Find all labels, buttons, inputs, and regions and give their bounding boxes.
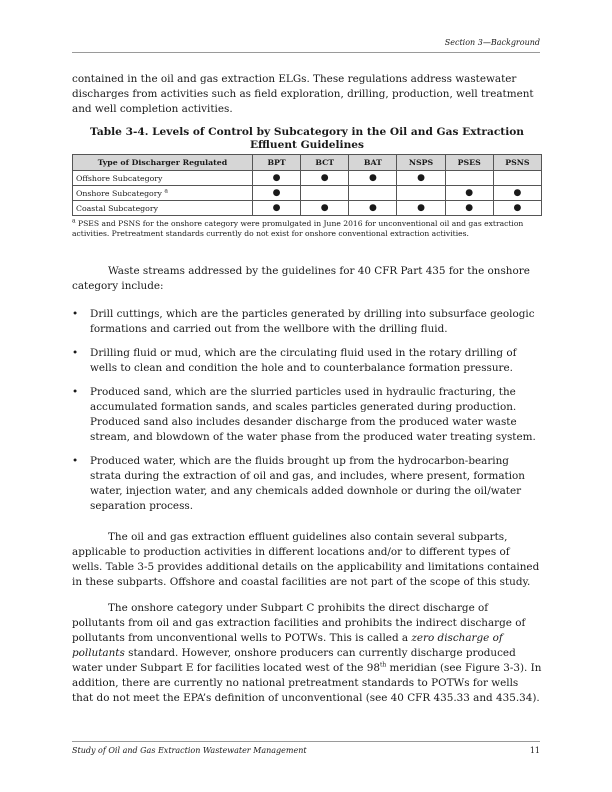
table-cell: ●	[301, 171, 349, 186]
table-cell: ●	[349, 201, 397, 216]
table-row	[73, 201, 542, 216]
waste-stream-list	[72, 307, 542, 523]
list-item: • Produced sand, which are the slurried particles used in hydraulic fracturing, the accumulated formation sands, and scales particles generated during production. Produced sand also includes desander discharge from the produced water waste stream, and blowdown of the water phase from the produced water treating system.	[72, 386, 536, 443]
table-cell	[349, 186, 397, 201]
column-header: BCT	[301, 155, 349, 171]
list-item: • Drilling fluid or mud, which are the circulating fluid used in the rotary drilling of wells to clean and condition the hole and to counterbalance formation pressure.	[72, 347, 517, 374]
list-item: • Drill cuttings, which are the particles generated by drilling into subsurface geologic formations and carried out from the wellbore with the drilling fluid.	[72, 308, 535, 335]
column-header: BPT	[253, 155, 301, 171]
column-header: PSES	[445, 155, 493, 171]
table-title: Table 3-4. Levels of Control by Subcategory in the Oil and Gas Extraction Effluent Guidelines	[90, 126, 524, 151]
list-item: • Produced water, which are the fluids brought up from the hydrocarbon-bearing strata during the extraction of oil and gas, and includes, where present, formation water, injection water, and any chemicals added downhole or during the oil/water separation process.	[72, 455, 525, 512]
table-cell: ●	[301, 201, 349, 216]
table-cell	[445, 171, 493, 186]
waste-streams-intro: Waste streams addressed by the guidelines for 40 CFR Part 435 for the onshore category include:	[72, 265, 530, 292]
table-footnote: $^a$ PSES and PSNS for the onshore category were promulgated in June 2016 for unconventional oil and gas extraction activities. Pretreatment standards currently do not exist for onshore conventional extraction activities.	[72, 217, 524, 238]
table-cell: ●	[493, 201, 541, 216]
column-header: PSNS	[493, 155, 541, 171]
bullet-icon: •	[72, 455, 79, 467]
levels-of-control-table	[72, 154, 542, 216]
table-row	[73, 171, 542, 186]
subparts-paragraph: The oil and gas extraction effluent guidelines also contain several subparts, applicable to production activities in different locations and/or to different types of wells. Table 3-5 provides additional details on the applicability and limitations contained in these subparts. Offshore and coastal facilities are not part of the scope of this study.	[72, 531, 540, 588]
onshore-paragraph: The onshore category under Subpart C prohibits the direct discharge of pollutants from oil and gas extraction facilities and prohibits the indirect discharge of pollutants from unconventional wells to POTWs. This is called a zero discharge of pollutants standard. However, onshore producers can currently discharge produced water under Subpart E for facilities located west of the 98th meridian (see Figure 3-3). In addition, there are currently no national pretreatment standards to POTWs for wells that do not meet the EPA’s definition of unconventional (see 40 CFR 435.33 and 435.34).	[72, 602, 542, 704]
table-cell	[493, 171, 541, 186]
table-cell: ●	[349, 171, 397, 186]
table-cell: ●	[493, 186, 541, 201]
table-cell: ●	[445, 201, 493, 216]
running-footer	[72, 741, 540, 756]
row-label: Onshore Subcategory $^a$	[73, 186, 253, 201]
table-header-row	[73, 155, 542, 171]
column-header: BAT	[349, 155, 397, 171]
table-cell: ●	[397, 201, 445, 216]
table-cell	[301, 186, 349, 201]
running-header: Section 3—Background	[72, 38, 540, 53]
bullet-icon: •	[72, 308, 79, 320]
column-header: Type of Discharger Regulated	[73, 155, 253, 171]
table-cell: ●	[253, 186, 301, 201]
bullet-icon: •	[72, 386, 79, 398]
row-label: Offshore Subcategory	[73, 171, 253, 186]
table-cell: ●	[445, 186, 493, 201]
table-cell	[397, 186, 445, 201]
row-label: Coastal Subcategory	[73, 201, 253, 216]
page-number: 11	[529, 746, 540, 755]
table-cell: ●	[253, 171, 301, 186]
footnote-marker: a	[164, 186, 168, 194]
footer-title: Study of Oil and Gas Extraction Wastewater Management	[72, 746, 307, 755]
column-header: NSPS	[397, 155, 445, 171]
table-cell: ●	[253, 201, 301, 216]
table-row	[73, 186, 542, 201]
table-cell: ●	[397, 171, 445, 186]
bullet-icon: •	[72, 347, 79, 359]
intro-paragraph: contained in the oil and gas extraction ELGs. These regulations address wastewater discharges from activities such as field exploration, drilling, production, well treatment and well completion activities.	[72, 73, 534, 115]
